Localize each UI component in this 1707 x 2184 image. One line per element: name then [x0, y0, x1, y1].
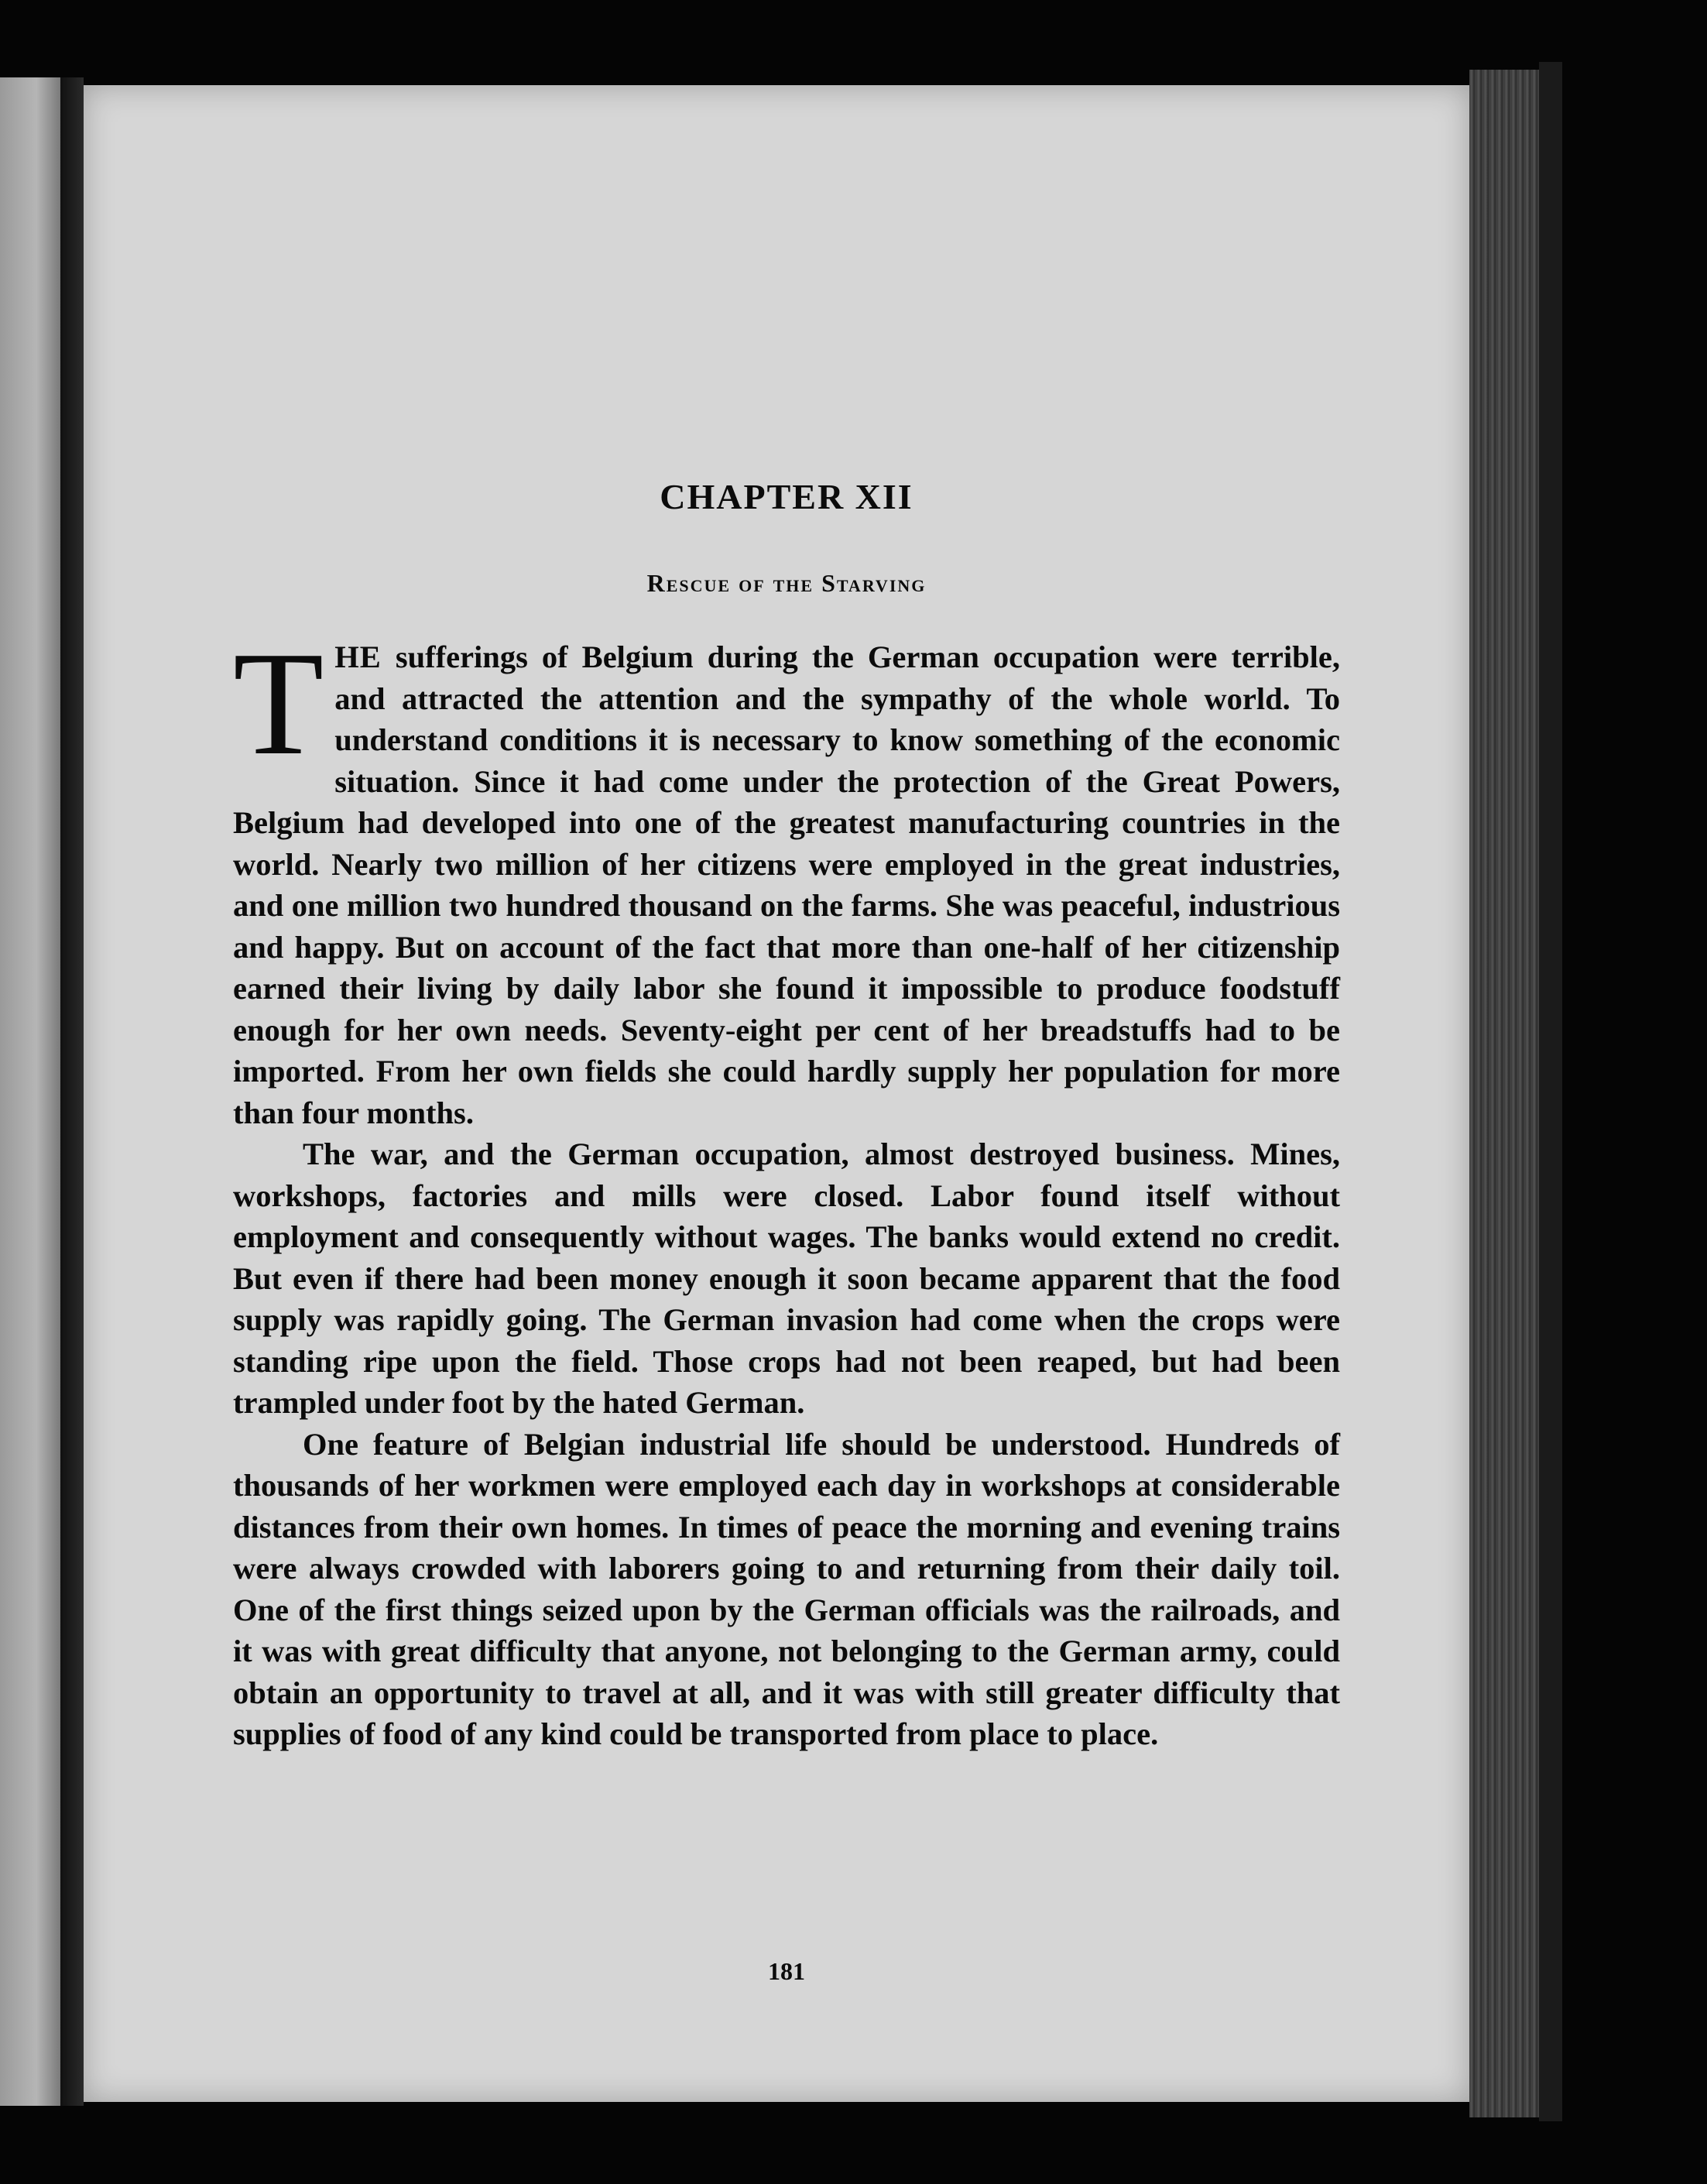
chapter-title: CHAPTER XII	[660, 477, 913, 516]
gutter-shadow	[60, 77, 84, 2106]
book-cover-edge	[1539, 62, 1562, 2121]
drop-cap: T	[233, 621, 324, 786]
paragraph-1	[233, 621, 1340, 1133]
page-stack-edge	[1469, 70, 1539, 2117]
chapter-subtitle: Rescue of the Starving	[646, 569, 927, 597]
paragraph-2: The war, and the German occupation, almost destroyed business. Mines, workshops, factories and mills were closed. Labor found itself without employment and consequently without wages. The banks would extend no credit. But even if there had been money enough it soon became apparent that the food supply was rapidly going. The German invasion had come when the crops were standing ripe upon the field. Those crops had not been reaped, but had been trampled under foot by the hated German.	[233, 1137, 1340, 1420]
book-page	[84, 85, 1469, 2102]
paragraph-3: One feature of Belgian industrial life should be understood. Hundreds of thousands of her workmen were employed each day in workshops at considerable distances from their own homes. In times of peace the morning and evening trains were always crowded with laborers going to and returning from their daily toil. One of the first things seized upon by the German officials was the railroads, and it was with great difficulty that anyone, not belonging to the German army, could obtain an opportunity to travel at all, and it was with still greater difficulty that supplies of food of any kind could be transported from place to place.	[233, 1426, 1340, 1751]
paragraph-1-text: sufferings of Belgium during the German occupation were terrible, and attracted the attention and the sympathy of the whole world. To understand conditions it is necessary to know something of the economic situation. Since it had come under the protection of the Great Powers, Belgium had developed into one of the greatest manufacturing countries in the world. Nearly two million of her citizens were employed in the great industries, and one million two hundred thousand on the farms. She was peaceful, industrious and happy. But on account of the fact that more than one-half of her citizenship earned their living by daily labor she found it impossible to produce foodstuff enough for her own needs. Seventy-eight per cent of her breadstuffs had to be imported. From her own fields she could hardly supply her population for more than four months.	[233, 639, 1340, 1130]
facing-page-edge	[0, 77, 60, 2106]
page-number: 181	[768, 1957, 805, 1985]
lead-caps: HE	[334, 639, 382, 674]
body-text	[233, 621, 1340, 1755]
